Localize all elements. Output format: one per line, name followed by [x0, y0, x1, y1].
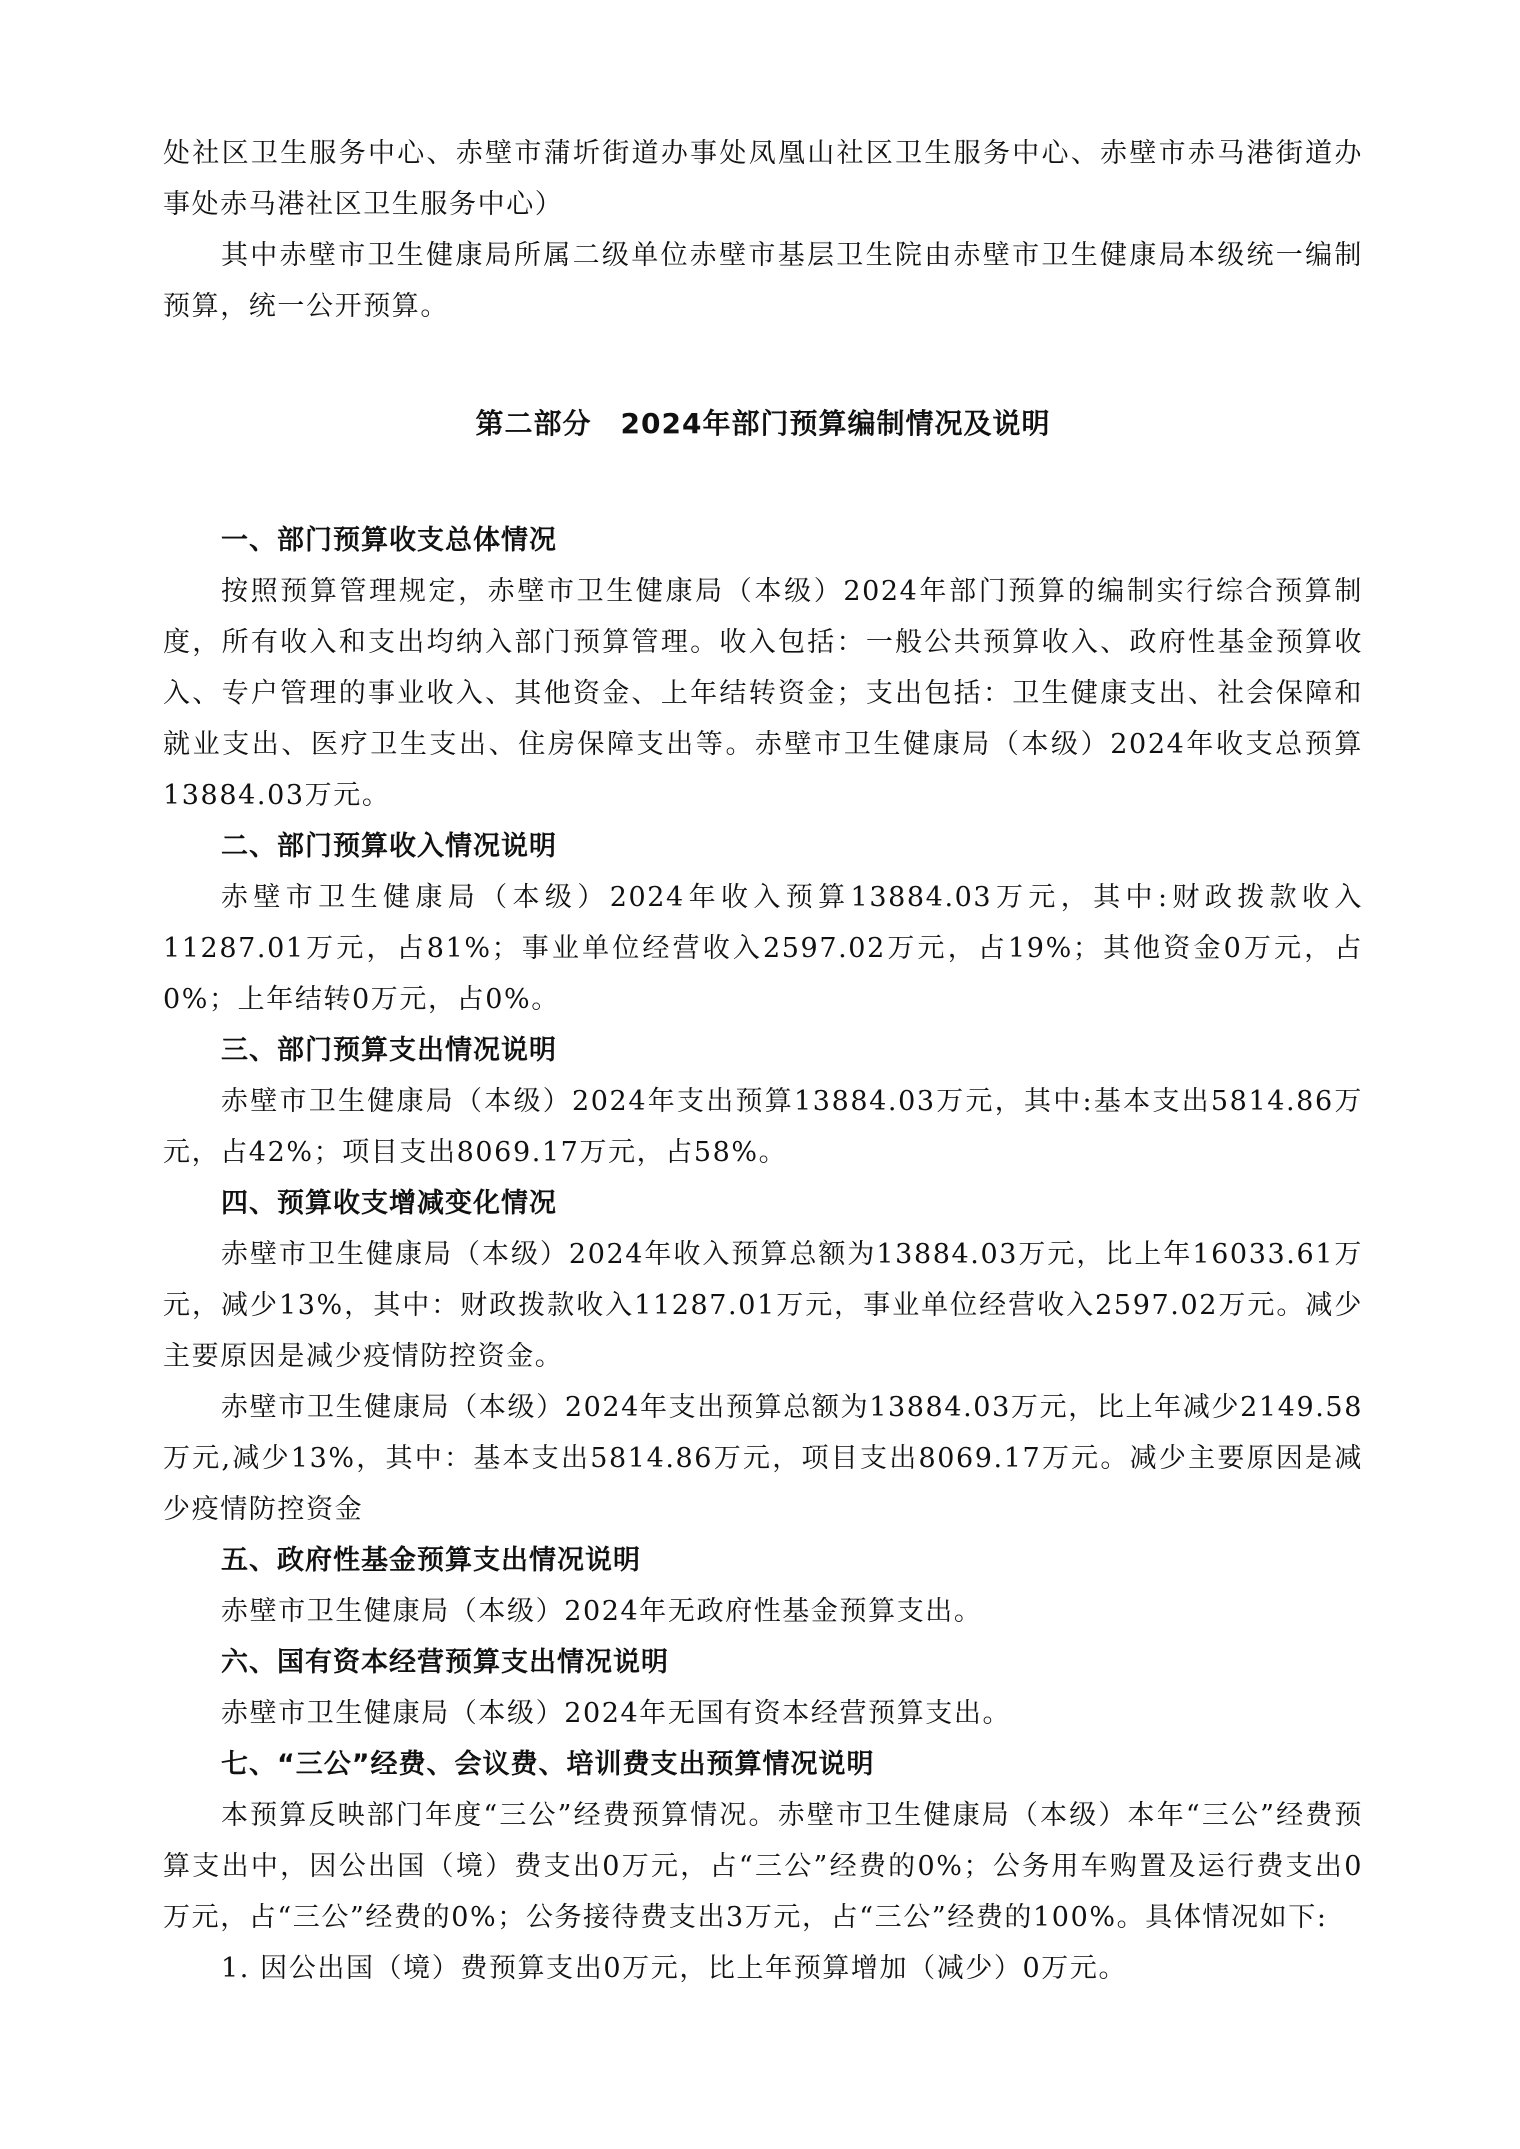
- body-paragraph: 赤壁市卫生健康局（本级）2024年收入预算总额为13884.03万元，比上年16033.61万元，减少13%，其中：财政拨款收入11287.01万元，事业单位经营收入2597.02万元。减少主要原因是减少疫情防控资金。: [163, 1239, 1363, 1372]
- body-paragraph: 赤壁市卫生健康局（本级）2024年收入预算13884.03万元，其中:财政拨款收入11287.01万元，占81%；事业单位经营收入2597.02万元，占19%；其他资金0万元，占0%；上年结转0万元，占0%。: [163, 882, 1363, 1015]
- section-heading: 二、部门预算收入情况说明: [221, 831, 557, 862]
- list-item: 1. 因公出国（境）费预算支出0万元，比上年预算增加（减少）0万元。: [221, 1953, 1128, 1984]
- body-paragraph: 赤壁市卫生健康局（本级）2024年无国有资本经营预算支出。: [221, 1698, 1012, 1729]
- page-content: [163, 128, 1363, 1994]
- section-heading: 三、部门预算支出情况说明: [221, 1035, 557, 1066]
- body-paragraph: 赤壁市卫生健康局（本级）2024年支出预算13884.03万元，其中:基本支出5814.86万元，占42%；项目支出8069.17万元，占58%。: [163, 1086, 1363, 1168]
- body-paragraph: 本预算反映部门年度“三公”经费预算情况。赤壁市卫生健康局（本级）本年“三公”经费预算支出中，因公出国（境）费支出0万元，占“三公”经费的0%；公务用车购置及运行费支出0万元，占“三公”经费的0%；公务接待费支出3万元，占“三公”经费的100%。具体情况如下:: [163, 1800, 1363, 1933]
- intro-paragraph: 其中赤壁市卫生健康局所属二级单位赤壁市基层卫生院由赤壁市卫生健康局本级统一编制预算，统一公开预算。: [163, 240, 1363, 322]
- intro-paragraph: 处社区卫生服务中心、赤壁市蒲圻街道办事处凤凰山社区卫生服务中心、赤壁市赤马港街道办事处赤马港社区卫生服务中心）: [163, 138, 1363, 220]
- section-heading: 六、国有资本经营预算支出情况说明: [221, 1647, 669, 1678]
- section-heading: 四、预算收支增减变化情况: [221, 1188, 557, 1219]
- spacer: [163, 332, 1363, 398]
- section-heading: 五、政府性基金预算支出情况说明: [221, 1545, 641, 1576]
- body-paragraph: 赤壁市卫生健康局（本级）2024年支出预算总额为13884.03万元，比上年减少2149.58万元,减少13%，其中：基本支出5814.86万元，项目支出8069.17万元。减少主要原因是减少疫情防控资金: [163, 1392, 1363, 1525]
- spacer: [163, 449, 1363, 515]
- body-paragraph: 按照预算管理规定，赤壁市卫生健康局（本级）2024年部门预算的编制实行综合预算制度，所有收入和支出均纳入部门预算管理。收入包括：一般公共预算收入、政府性基金预算收入、专户管理的事业收入、其他资金、上年结转资金；支出包括：卫生健康支出、社会保障和就业支出、医疗卫生支出、住房保障支出等。赤壁市卫生健康局（本级）2024年收支总预算13884.03万元。: [163, 576, 1363, 811]
- part-title: 第二部分 2024年部门预算编制情况及说明: [475, 407, 1051, 440]
- section-heading: 一、部门预算收支总体情况: [221, 525, 557, 556]
- section-heading: 七、“三公”经费、会议费、培训费支出预算情况说明: [221, 1749, 875, 1780]
- body-paragraph: 赤壁市卫生健康局（本级）2024年无政府性基金预算支出。: [221, 1596, 983, 1627]
